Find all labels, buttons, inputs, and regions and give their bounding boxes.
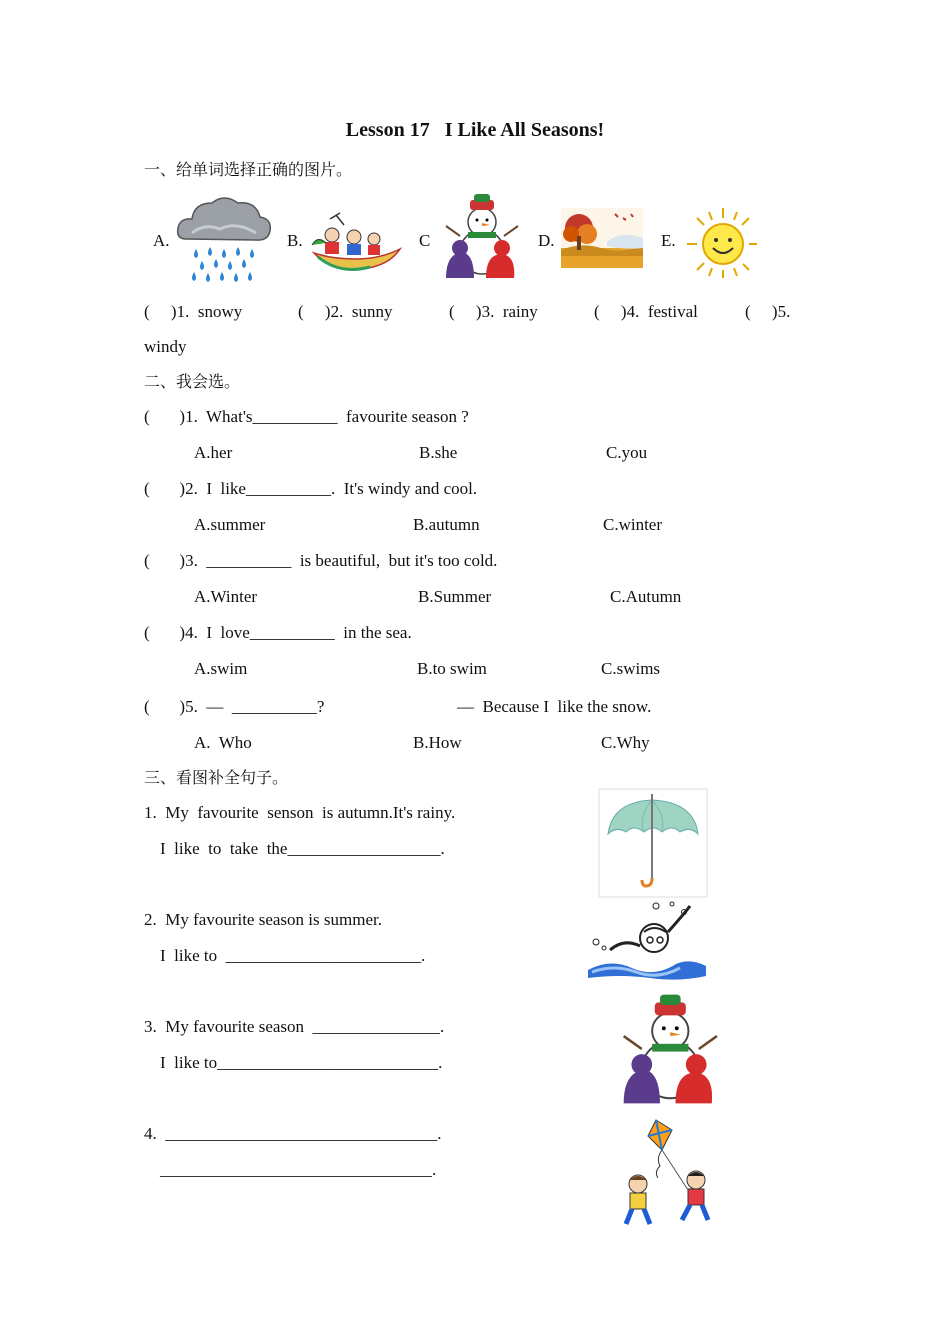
q1-option-b: B.she [419, 443, 458, 462]
q5-option-b: B.How [413, 733, 462, 752]
snowman-icon-2 [614, 992, 724, 1106]
s3-item-3-line1: 3. My favourite season _______________. [144, 1017, 445, 1036]
snowman-icon [442, 192, 520, 280]
q3-option-b: B.Summer [418, 587, 492, 606]
pic-label-c: C [419, 231, 431, 250]
q5-stem: ( )5. — __________? [144, 697, 325, 716]
q1-option-c: C.you [606, 443, 648, 462]
s3-item-4-line1: 4. ________________________________. [144, 1124, 442, 1143]
s3-item-2-line1: 2. My favourite season is summer. [144, 910, 382, 929]
pic-label-d: D. [538, 231, 555, 250]
pic-label-e: E. [661, 231, 676, 250]
page-title: Lesson 17 I Like All Seasons! [345, 119, 605, 141]
s1-item-5-wrap: windy [144, 337, 187, 356]
q5-option-a: A. Who [194, 733, 252, 752]
s1-item-5: ( )5. [745, 302, 791, 321]
q2-option-a: A.summer [194, 515, 266, 534]
q2-stem: ( )2. I like__________. It's windy and cool. [144, 479, 478, 498]
rain-cloud-icon [174, 193, 274, 285]
q4-option-c: C.swims [601, 659, 661, 678]
section2-heading: 二、我会选。 [144, 372, 241, 391]
s1-item-3: ( )3. rainy [449, 302, 538, 321]
s3-item-1-line2: I like to take the__________________. [160, 839, 445, 858]
sun-icon [683, 206, 759, 280]
q4-option-a: A.swim [194, 659, 248, 678]
q2-option-c: C.winter [603, 515, 663, 534]
swimmer-icon [580, 898, 708, 982]
umbrella-icon [598, 788, 710, 898]
q4-option-b: B.to swim [417, 659, 487, 678]
q4-stem: ( )4. I love__________ in the sea. [144, 623, 412, 642]
section3-heading: 三、看图补全句子。 [144, 768, 289, 787]
q1-option-a: A.her [194, 443, 233, 462]
q5-stem-answer: — Because I like the snow. [457, 697, 652, 716]
kite-kids-icon [612, 1116, 722, 1232]
section1-heading: 一、给单词选择正确的图片。 [144, 160, 353, 179]
s1-item-4: ( )4. festival [594, 302, 698, 321]
q5-option-c: C.Why [601, 733, 650, 752]
s3-item-1-line1: 1. My favourite senson is autumn.It's rainy. [144, 803, 456, 822]
s1-item-1: ( )1. snowy [144, 302, 243, 321]
s3-item-4-line2: ________________________________. [160, 1160, 437, 1179]
q3-option-c: C.Autumn [610, 587, 682, 606]
q1-stem: ( )1. What's__________ favourite season ? [144, 407, 469, 426]
s3-item-2-line2: I like to _______________________. [160, 946, 426, 965]
s1-item-2: ( )2. sunny [298, 302, 393, 321]
dragon-boat-icon [310, 205, 402, 279]
pic-label-a: A. [153, 231, 170, 250]
q2-option-b: B.autumn [413, 515, 480, 534]
q3-stem: ( )3. __________ is beautiful, but it's too cold. [144, 551, 498, 570]
s3-item-3-line2: I like to__________________________. [160, 1053, 443, 1072]
q3-option-a: A.Winter [194, 587, 258, 606]
autumn-landscape-icon [561, 208, 643, 268]
pic-label-b: B. [287, 231, 303, 250]
